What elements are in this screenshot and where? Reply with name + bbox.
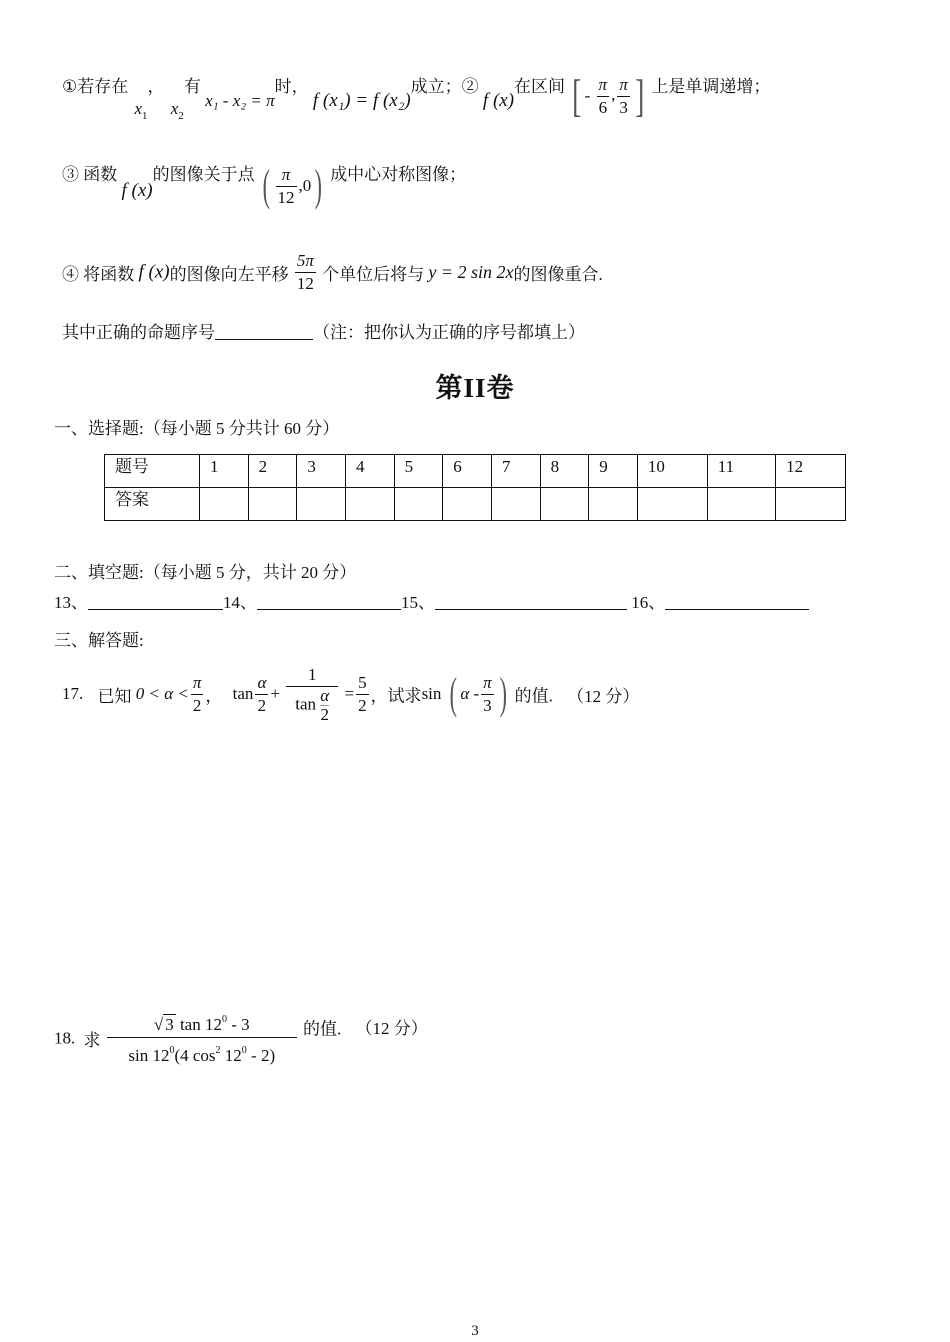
q17-plus: + [270,684,280,703]
col-number: 12 [776,455,846,488]
answer-cell[interactable] [394,488,443,521]
choice-heading: 一、选择题:（每小题 5 分共计 60 分） [54,419,340,438]
p2-neg: - [584,86,591,106]
answer-cell[interactable] [707,488,775,521]
answer-cell[interactable] [248,488,297,521]
solve-heading: 三、解答题: [54,631,144,650]
col-number: 10 [637,455,707,488]
col-number: 8 [540,455,589,488]
row-label-answer: 答案 [105,488,200,521]
fill-heading: 二、填空题:（每小题 5 分，共计 20 分） [54,563,357,582]
p3-text-circle: ③ 函数 [62,165,118,184]
fill-blank-14[interactable] [257,593,401,610]
p3-text-b: 成中心对称图像； [330,165,467,184]
fill-label-13: 13、 [54,593,88,612]
q18-score: （12 分） [355,1019,428,1039]
col-number: 6 [443,455,492,488]
q17-eq: = [344,684,355,703]
q17-right-paren: ) [499,669,507,718]
q17-sin: sin [421,684,442,703]
right-bracket: ] [634,70,645,122]
fill-blank-13[interactable] [88,593,223,610]
answer-cell[interactable] [776,488,846,521]
frac-5pi-12: $\frac{5\pi}{12}$ [296,251,314,293]
frac-pi-2: $\frac{\pi}{2}$ [192,672,202,715]
frac-pi-6: $\frac{\pi}{6}$ [598,74,608,117]
right-paren: ) [314,161,323,211]
q17-number: 17. [62,684,84,703]
p2-text-a: 在区间 [514,77,566,96]
p4-equation: y = 2 sin 2x [428,262,514,282]
section-2-title: 第II卷 [435,373,515,403]
table-row [105,488,846,521]
frac-pi-12: $\frac{\pi}{12}$ [277,164,295,207]
answer-blank[interactable] [215,323,313,340]
left-bracket: [ [572,70,582,122]
question-18 [54,1008,428,1068]
p1-x2: $x_2$ [170,99,184,122]
col-number: 7 [491,455,540,488]
q17-tan: tan [232,684,254,703]
p2-text-b: 上是单调递增； [651,77,771,96]
p2-f: f (x) [482,90,515,111]
answer-cell[interactable] [443,488,492,521]
q17-inequality: 0 < α < [135,684,189,703]
p4-text-d: 的图像重合. [513,265,603,284]
answer-table [104,454,846,521]
q18-text-a: 求 [83,1031,101,1050]
answer-cell[interactable] [491,488,540,521]
p1-circle: ① [62,77,78,96]
q17-text-a: 已知 [97,686,132,706]
col-number: 3 [297,455,346,488]
q17-text-c: 的值. [514,686,553,706]
fill-blanks [54,588,809,613]
conclusion-text-b: （注：把你认为正确的序号都填上） [313,323,585,342]
fill-blank-15[interactable] [435,593,627,610]
p3-text-a: 的图像关于点 [152,165,255,184]
q17-score: （12 分） [567,686,640,706]
col-number: 5 [394,455,443,488]
p3-zero: ,0 [298,176,312,196]
frac-pi-3b: $\frac{\pi}{3}$ [483,672,492,715]
p1-f-equality: f (x₁) = f (x₂) [312,90,411,111]
frac-5-2: $\frac{5}{2}$ [358,672,367,715]
p1-text-d: 成立；② [410,77,479,96]
answer-cell[interactable] [589,488,638,521]
answer-cell[interactable] [637,488,707,521]
q17-left-paren: ( [449,669,457,718]
proposition-3 [62,160,466,220]
col-number: 9 [589,455,638,488]
col-number: 2 [248,455,297,488]
p1-x1: $x_1$ [134,99,148,122]
p1-equation: x₁ - x₂ = π [205,91,275,110]
answer-cell[interactable] [200,488,249,521]
answer-cell[interactable] [540,488,589,521]
fill-blank-16[interactable] [665,593,809,610]
fill-label-15: 15、 [401,593,435,612]
row-label-number: 题号 [105,455,200,488]
col-number: 11 [707,455,775,488]
p4-f: f (x) [138,261,170,283]
conclusion-text-a: 其中正确的命题序号 [62,323,215,342]
proposition-1-2: ①若存在 $x_1$， $x_2$有 x₁ - x₂ = π时， f (x₁) = f (x₂)成立；② f (x)在区间 [ - $\frac{\pi}{6}$ , $\frac{\pi}{3}$ ] 上是单调递增； [62,70,771,122]
frac-one-over-tan: 1 tan $\frac{\alpha}{2}$ [286,664,338,724]
question-17 [62,664,639,748]
proposition-4 [62,250,603,306]
p1-text-a: 若存在 [77,77,129,96]
fill-label-16: 16、 [631,593,666,612]
q17-text-b: ，试求 [370,686,422,706]
frac-pi-3: $\frac{\pi}{3}$ [619,74,628,117]
p1-comma: ， [147,77,165,96]
p3-f: f (x) [121,180,153,201]
answer-cell[interactable] [345,488,394,521]
answer-cell[interactable] [297,488,346,521]
q17-alpha-minus: α - [460,684,480,703]
q18-number: 18. [54,1028,76,1048]
col-number: 1 [200,455,249,488]
p1-text-c: 时， [274,77,309,96]
p4-text-a: ④ 将函数 [62,265,135,284]
frac-alpha-2: $\frac{\alpha}{2}$ [257,672,267,715]
col-number: 4 [345,455,394,488]
p4-text-b: 的图像向左平移 [169,265,289,284]
conclusion-line [62,318,585,343]
q18-fraction: $\frac{√ 3 \tan 12^0 - 3}{\sin 12^0(4 \cos^2 12^0 - 2)}$ [107,1008,297,1069]
p4-text-c: 个单位后将与 [322,265,425,284]
p1-text-b: 有 [183,77,201,96]
page-number: 3 [471,1323,479,1339]
q18-text-b: 的值. [303,1019,342,1039]
table-row [105,455,846,488]
q17-comma: ， [205,686,223,706]
left-paren: ( [262,161,270,211]
fill-label-14: 14、 [223,593,257,612]
